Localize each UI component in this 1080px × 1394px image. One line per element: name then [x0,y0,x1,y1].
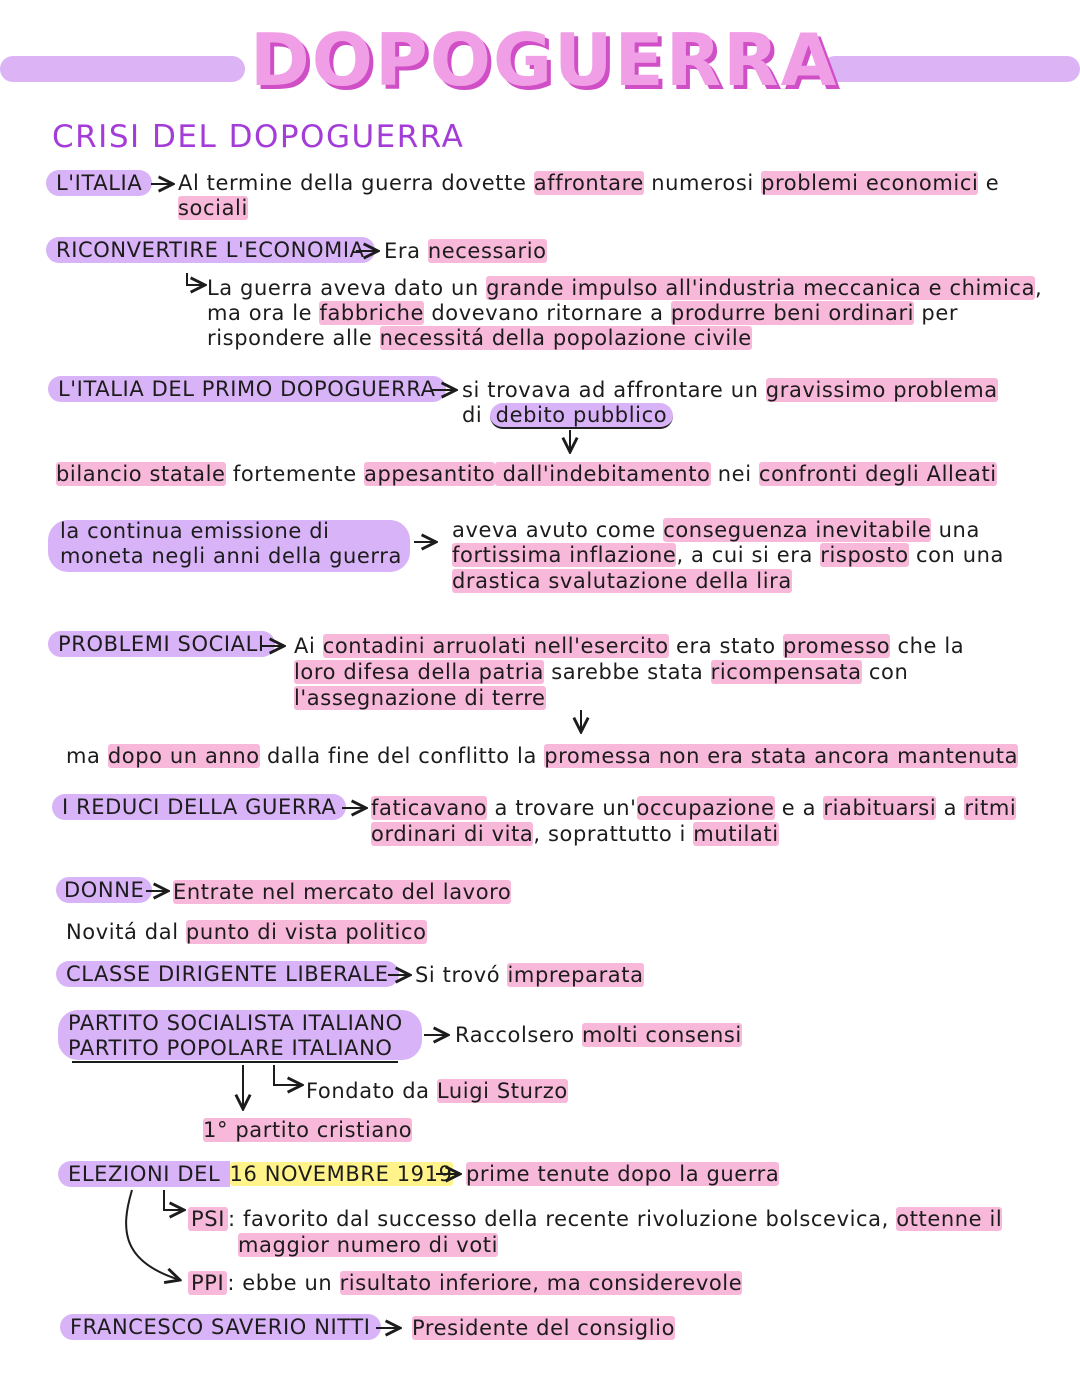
italia-text-line1: Al termine della guerra dovette affrontare numerosi problemi economici e [178,171,1000,195]
primo-partito-line: 1° partito cristiano [203,1118,413,1142]
psi-result-line1: PSI : favorito dal successo della recente rivoluzione bolscevica, ottenne il [188,1206,1002,1232]
arrow-icon [342,807,370,811]
arrow-icon [146,890,172,894]
moneta-text-line2: fortissima inflazione, a cui si era risposto con una [452,543,1005,567]
riconv-detail-line2: ma ora le fabbriche dovevano ritornare a produrre beni ordinari per [207,301,959,325]
arrow-icon [424,1034,452,1038]
sociali-text-line1: Ai contadini arruolati nell'esercito era stato promesso che la [294,634,965,658]
header-bar-left [0,56,245,82]
ppi-label: PARTITO POPOLARE ITALIANO [68,1036,393,1060]
riconv-label: RICONVERTIRE L'ECONOMIA [46,237,375,263]
header-bar-right [822,56,1080,82]
elezioni-label: ELEZIONI DEL [58,1161,230,1187]
riconv-detail-line3: rispondere alle necessitá della popolazione civile [207,326,752,350]
primo-text-line1: si trovava ad affrontare un gravissimo problema [462,378,998,402]
sociali-label: PROBLEMI SOCIALI [48,631,275,657]
riconv-detail-line1: La guerra aveva dato un grande impulso all'industria meccanica e chimica, [207,276,1043,300]
classe-label: CLASSE DIRIGENTE LIBERALE [56,961,399,987]
italia-text-line2: sociali [178,196,248,220]
promessa-line: ma dopo un anno dalla fine del conflitto la promessa non era stata ancora mantenuta [66,744,1019,768]
nitti-text: Presidente del consiglio [412,1316,676,1340]
classe-row [56,961,399,987]
reduci-text-line2: ordinari di vita, soprattutto i mutilati [371,822,779,846]
donne-label: DONNE [56,877,152,903]
primo-text-line2: di debito pubblico [462,402,673,428]
elezioni-date: 16 NOVEMBRE 1919 [229,1162,453,1186]
curved-arrow-icon [185,273,209,293]
arrow-icon [356,250,382,254]
classe-text: Si trovó impreparata [415,963,644,987]
arrow-icon [151,183,177,187]
curved-arrow-icon [272,1065,306,1093]
arrow-icon [388,974,414,978]
curved-arrow-icon [118,1190,198,1290]
bilancio-line: bilancio statale fortemente appesantito dall'indebitamento nei confronti degli Alleati [56,462,997,486]
sturzo-line: Fondato da Luigi Sturzo [306,1079,568,1103]
primo-row [48,376,446,402]
elezioni-row [58,1161,453,1187]
arrow-icon [262,645,288,649]
reduci-text-line1: faticavano a trovare un'occupazione e a riabituarsi a ritmi [371,796,1017,820]
nitti-row [60,1314,381,1340]
psi-label: PARTITO SOCIALISTA ITALIANO [68,1011,403,1035]
riconv-row [46,237,375,263]
reduci-row [52,794,346,820]
italia-label: L'ITALIA [46,170,152,196]
psi-result-line2: maggior numero di voti [238,1233,499,1257]
ppi-underline [72,1061,398,1063]
down-arrow-icon [562,430,578,456]
arrow-icon [432,389,460,393]
arrow-icon [376,1327,404,1331]
donne-text: Entrate nel mercato del lavoro [173,880,512,904]
debito-pubblico-tag: debito pubblico [490,403,674,429]
ppi-result-line: PPI : ebbe un risultato inferiore, ma considerevole [188,1270,742,1296]
donne-row [56,877,152,903]
section-title: CRISI DEL DOPOGUERRA [52,119,465,155]
partiti-text: Raccolsero molti consensi [455,1023,742,1047]
riconv-text: Era necessario [384,239,547,263]
moneta-text-line1: aveva avuto come conseguenza inevitabile una [452,518,980,542]
page-title: DOPOGUERRA [250,18,839,102]
italia-row [46,170,152,196]
sociali-row [48,631,275,657]
nitti-label: FRANCESCO SAVERIO NITTI [60,1314,381,1340]
reduci-label: I REDUCI DELLA GUERRA [52,794,346,820]
arrow-icon [414,541,440,545]
ppi-tag: PPI [188,1271,227,1295]
novita-line: Novitá dal punto di vista politico [66,920,427,944]
sociali-text-line2: loro difesa della patria sarebbe stata ricompensata con [294,660,909,684]
psi-tag: PSI [188,1207,228,1231]
moneta-text-line3: drastica svalutazione della lira [452,569,792,593]
moneta-label-line1: la continua emissione di [60,519,330,543]
primo-label: L'ITALIA DEL PRIMO DOPOGUERRA [48,376,446,402]
arrow-icon [436,1173,464,1177]
down-arrow-icon [235,1065,251,1113]
down-arrow-icon [573,710,589,736]
sociali-text-line3: l'assegnazione di terre [294,686,546,710]
moneta-label-line2: moneta negli anni della guerra [60,544,403,568]
elezioni-text: prime tenute dopo la guerra [466,1162,780,1186]
